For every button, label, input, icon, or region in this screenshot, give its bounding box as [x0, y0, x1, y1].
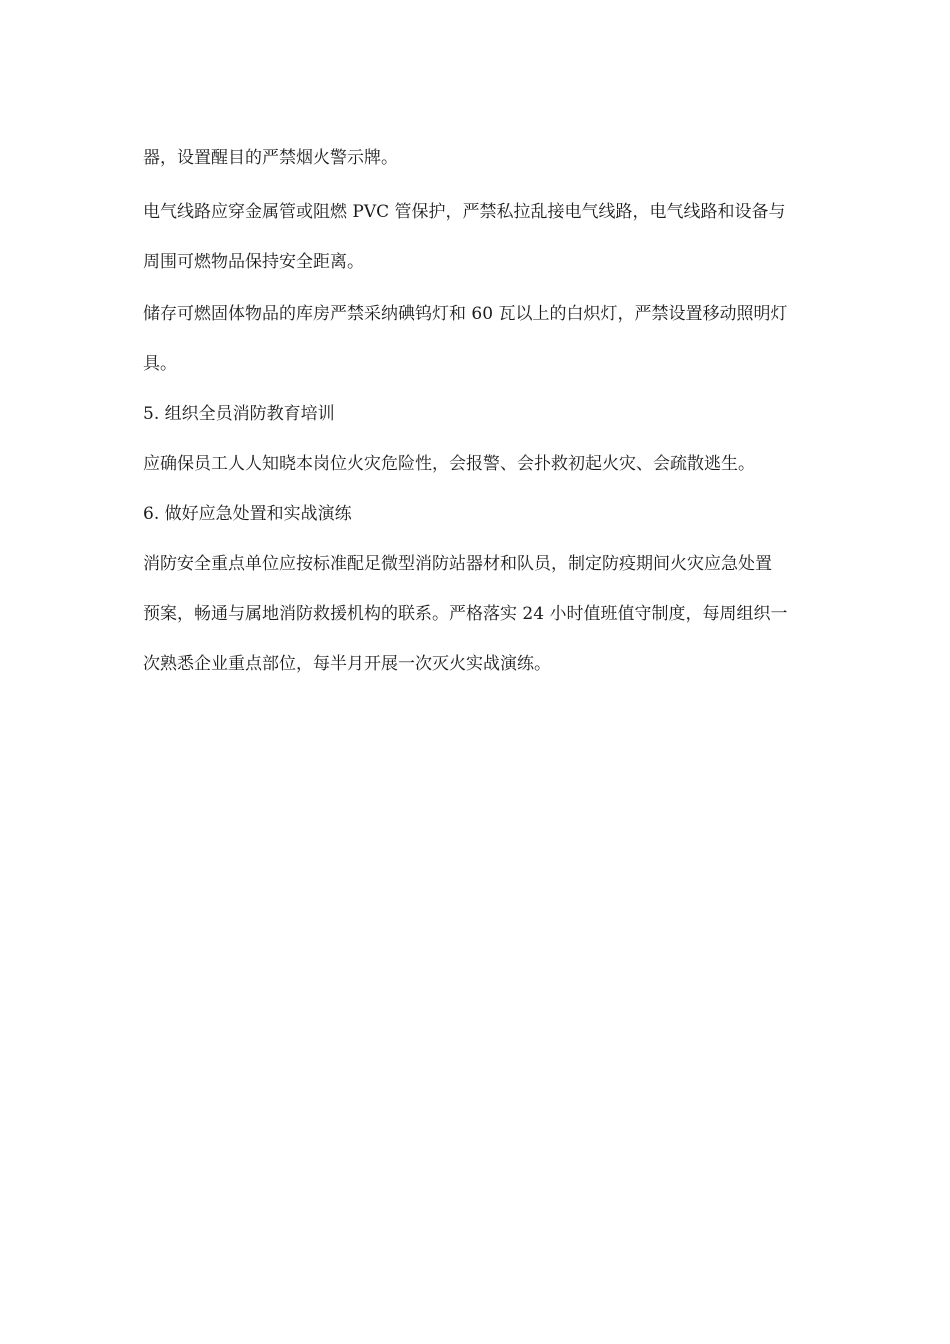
section-heading: 6. 做好应急处置和实战演练: [143, 504, 352, 524]
paragraph-line: 周围可燃物品保持安全距离。: [143, 252, 364, 272]
paragraph-line: 消防安全重点单位应按标准配足微型消防站器材和队员，制定防疫期间火灾应急处置: [143, 554, 772, 574]
paragraph-line: 预案，畅通与属地消防救援机构的联系。严格落实 24 小时值班值守制度，每周组织一: [143, 604, 788, 624]
paragraph-line: 具。: [143, 354, 177, 374]
paragraph-line: 电气线路应穿金属管或阻燃 PVC 管保护，严禁私拉乱接电气线路，电气线路和设备与: [143, 202, 786, 222]
paragraph-line: 次熟悉企业重点部位，每半月开展一次灭火实战演练。: [143, 654, 551, 674]
section-heading: 5. 组织全员消防教育培训: [143, 404, 335, 424]
paragraph-line: 器，设置醒目的严禁烟火警示牌。: [143, 148, 398, 168]
paragraph-line: 应确保员工人人知晓本岗位火灾危险性，会报警、会扑救初起火灾、会疏散逃生。: [143, 454, 755, 474]
paragraph-line: 储存可燃固体物品的库房严禁采纳碘钨灯和 60 瓦以上的白炽灯，严禁设置移动照明灯: [143, 304, 788, 324]
